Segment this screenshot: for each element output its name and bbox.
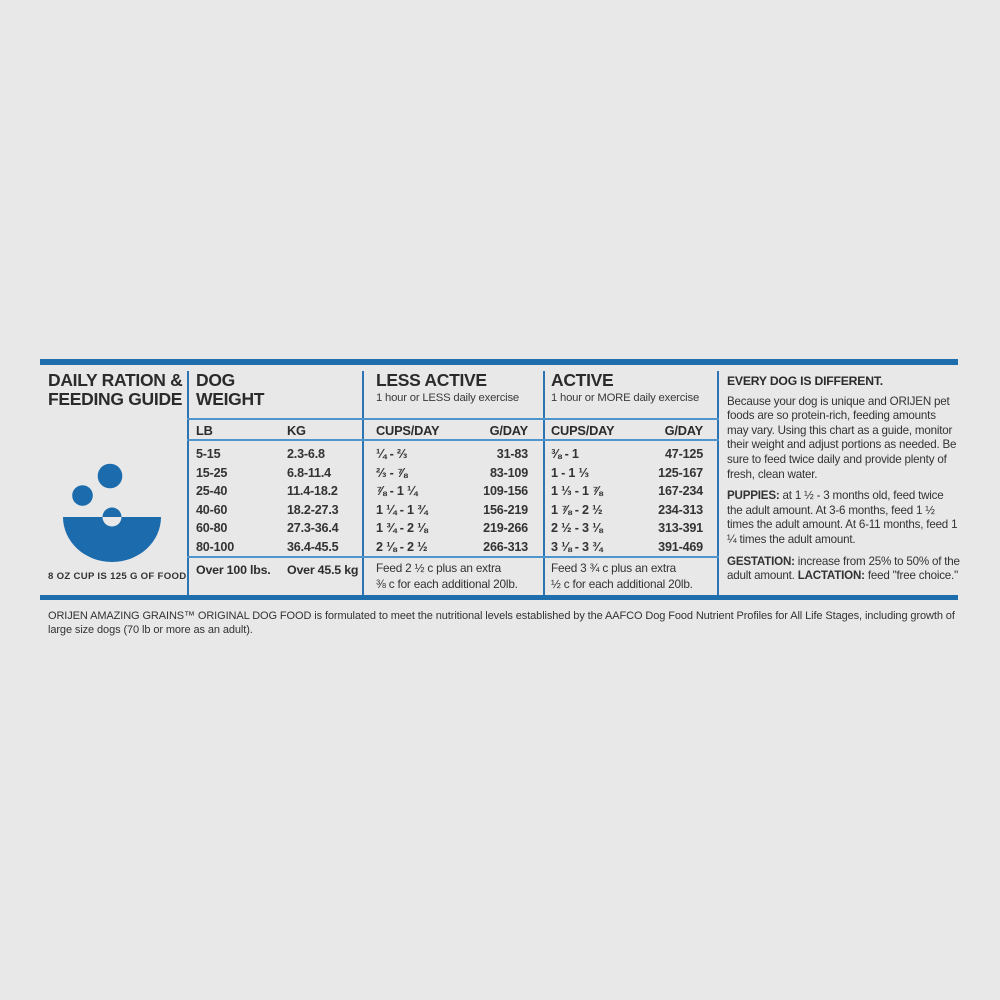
table-row <box>196 503 356 522</box>
table-row <box>376 484 528 503</box>
kg-value: 27.3-36.4 <box>287 521 339 536</box>
less-active-table-rows <box>376 447 528 559</box>
table-row <box>376 466 528 485</box>
kibble-large-icon <box>98 464 123 489</box>
gday-value: 47-125 <box>664 447 703 461</box>
active-table-rows <box>551 447 703 559</box>
table-row <box>376 540 528 559</box>
table-row <box>551 503 703 522</box>
cups-value: 3 ⅛ - 3 ¾ <box>551 539 603 554</box>
kg-value: 36.4-45.5 <box>287 539 339 554</box>
gday-value: 266-313 <box>483 539 528 554</box>
less-active-title: LESS ACTIVE <box>376 370 487 390</box>
aafco-disclaimer: ORIJEN AMAZING GRAINS™ ORIGINAL DOG FOOD is formulated to meet the nutritional levels established by the AAFCO Dog Food Nutrient Profiles for All Life Stages, including growth of large size dogs (70 lb or more as an adult). <box>48 610 955 636</box>
gday-value: 31-83 <box>496 447 528 461</box>
gday-value: 83-109 <box>489 465 528 480</box>
note-line1: Feed 2 ½ c plus an extra <box>376 561 502 575</box>
weight-footer-lb: Over 100 lbs. <box>196 563 271 577</box>
col-header-gday: G/DAY <box>489 423 528 438</box>
table-row <box>551 466 703 485</box>
top-accent-bar <box>40 359 958 365</box>
page-title <box>48 371 183 409</box>
info-paragraph-general: Because your dog is unique and ORIJEN pet foods are so protein-rich, feeding amounts may vary. Using this chart as a guide, monitor their weight and adjust portions as needed. Be sure to feed twice daily and provide plenty of fresh, clean water. <box>727 394 957 481</box>
note-line1: Feed 3 ¾ c plus an extra <box>551 561 677 575</box>
gestation-text: increase from 25% to 50% of the adult amount. <box>727 554 960 583</box>
page-title-line1: DAILY RATION & <box>48 370 183 390</box>
cups-value: 1 - 1 ⅓ <box>551 465 589 480</box>
active-section-header <box>551 371 699 404</box>
active-title: ACTIVE <box>551 370 614 390</box>
active-subtitle: 1 hour or MORE daily exercise <box>551 392 700 404</box>
table-row <box>551 521 703 540</box>
separator-weight-lessactive <box>362 371 364 595</box>
less-active-section-header <box>376 371 519 404</box>
table-row <box>376 447 528 466</box>
less-active-subtitle: 1 hour or LESS daily exercise <box>376 392 520 404</box>
table-row <box>376 521 528 540</box>
separator-lessactive-active <box>543 371 545 595</box>
weight-footer-kg: Over 45.5 kg <box>287 563 359 577</box>
table-row <box>196 466 356 485</box>
lb-value: 25-40 <box>196 484 228 499</box>
gday-value: 313-391 <box>658 521 703 536</box>
cups-value: ⅜ - 1 <box>551 447 579 461</box>
info-heading: EVERY DOG IS DIFFERENT. <box>727 374 883 388</box>
info-panel <box>727 374 960 591</box>
rule-below-colheads <box>187 439 719 441</box>
col-header-cups: CUPS/DAY <box>376 423 440 438</box>
gday-value: 234-313 <box>658 502 703 517</box>
gday-value: 125-167 <box>658 465 703 480</box>
cups-value: 1 ¼ - 1 ¾ <box>376 502 428 517</box>
col-header-kg: KG <box>287 423 306 438</box>
info-paragraph-gestation-lactation <box>727 555 960 584</box>
col-header-gday: G/DAY <box>664 423 703 438</box>
cups-value: 2 ½ - 3 ⅛ <box>551 521 603 536</box>
note-line2: ½ c for each additional 20lb. <box>551 576 693 591</box>
gday-value: 219-266 <box>483 521 528 536</box>
active-feeding-note <box>551 561 693 592</box>
gestation-label: GESTATION: <box>727 554 795 568</box>
cups-value: 1 ⅓ - 1 ⅞ <box>551 484 603 499</box>
kg-value: 6.8-11.4 <box>287 465 331 480</box>
table-row <box>551 484 703 503</box>
lb-value: 15-25 <box>196 465 228 480</box>
lactation-text: feed "free choice." <box>864 569 958 583</box>
table-row <box>196 540 356 559</box>
separator-active-info <box>717 371 719 595</box>
lactation-label: LACTATION: <box>797 569 865 583</box>
info-paragraph-puppies <box>727 489 960 547</box>
bottom-accent-bar <box>40 595 958 600</box>
less-active-feeding-note <box>376 561 518 592</box>
cups-value: 1 ¾ - 2 ⅛ <box>376 521 428 536</box>
table-row <box>196 447 356 466</box>
weight-table-rows <box>196 447 356 559</box>
puppies-label: PUPPIES: <box>727 489 780 503</box>
table-row <box>551 540 703 559</box>
table-row <box>196 521 356 540</box>
rule-above-colheads <box>187 418 719 420</box>
table-row <box>376 503 528 522</box>
separator-left-panel <box>187 371 189 595</box>
weight-section-header <box>196 371 264 409</box>
kg-value: 11.4-18.2 <box>287 484 338 499</box>
cups-value: 1 ⅞ - 2 ½ <box>551 502 603 517</box>
col-header-lb: LB <box>196 423 213 438</box>
dog-food-bowl-icon <box>62 452 162 562</box>
gday-value: 156-219 <box>483 502 528 517</box>
gday-value: 391-469 <box>658 539 703 554</box>
note-line2: ⅜ c for each additional 20lb. <box>376 576 518 591</box>
page-title-line2: FEEDING GUIDE <box>48 389 183 409</box>
cups-value: ⅔ - ⅞ <box>376 465 408 480</box>
gday-value: 167-234 <box>658 484 703 499</box>
gday-value: 109-156 <box>483 484 528 499</box>
bowl-with-kibble-notch-icon <box>63 508 161 563</box>
lb-value: 80-100 <box>196 539 235 554</box>
kg-value: 18.2-27.3 <box>287 502 339 517</box>
weight-header-line1: DOG <box>196 370 235 390</box>
table-row <box>551 447 703 466</box>
cups-value: ¼ - ⅔ <box>376 447 408 461</box>
kg-value: 2.3-6.8 <box>287 447 325 461</box>
cups-value: 2 ⅛ - 2 ½ <box>376 539 428 554</box>
puppies-text: at 1 ½ - 3 months old, feed twice the adult amount. At 3-6 months, feed 1 ½ times the adult amount. At 6-11 months, feed 1 ¼ times the adult amount. <box>727 489 958 546</box>
lb-value: 60-80 <box>196 521 228 536</box>
weight-header-line2: WEIGHT <box>196 389 265 409</box>
table-row <box>196 484 356 503</box>
col-header-cups: CUPS/DAY <box>551 423 615 438</box>
cup-note: 8 OZ CUP IS 125 G OF FOOD <box>48 571 187 582</box>
kibble-medium-icon <box>72 485 93 506</box>
lb-value: 40-60 <box>196 502 228 517</box>
lb-value: 5-15 <box>196 447 221 461</box>
cups-value: ⅞ - 1 ¼ <box>376 484 418 499</box>
